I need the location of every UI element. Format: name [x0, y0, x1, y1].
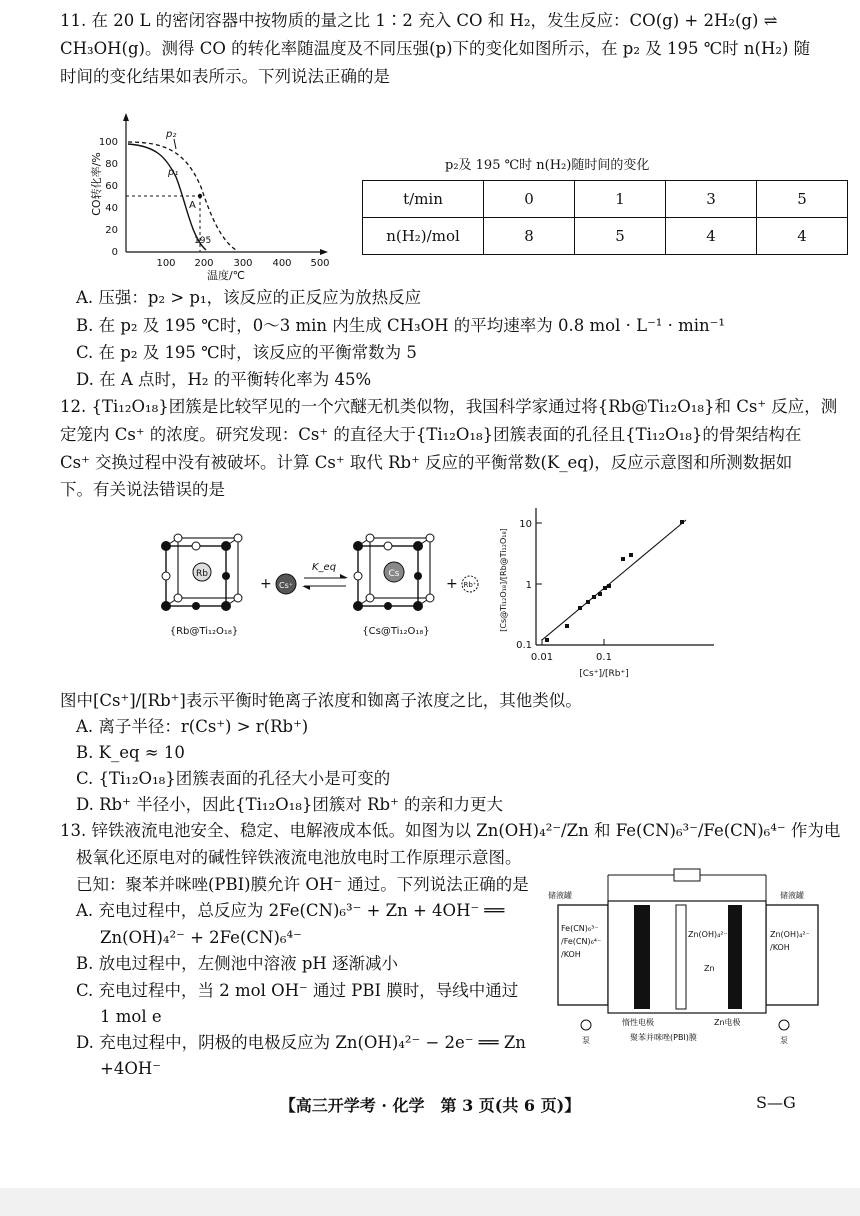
q11-point-a: [198, 194, 202, 198]
loglog-ytick: 0.1: [516, 640, 532, 651]
q11-x-ticks: [156, 258, 329, 269]
loglog-y-axis-label: [Cs@Ti₁₂O₁₈]/[Rb@Ti₁₂O₁₈]: [499, 528, 508, 632]
table-row-head: n(H₂)/mol: [363, 218, 484, 255]
q11-xtick: 500: [310, 258, 330, 269]
loglog-fit-line: [542, 520, 686, 640]
q12-option-c[interactable]: C. {Ti₁₂O₁₈}团簇表面的孔径大小是可变的: [76, 769, 391, 788]
data-point: [578, 606, 582, 610]
q13-option-d-cont: +4OH⁻: [100, 1059, 161, 1078]
q12-note: 图中[Cs⁺]/[Rb⁺]表示平衡时铯离子浓度和铷离子浓度之比，其他类似。: [60, 691, 582, 710]
table-cell: 5: [575, 218, 666, 255]
pump-left-label: 泵: [582, 1036, 590, 1045]
cs-core-label: Cs: [388, 569, 400, 579]
data-point: [598, 592, 602, 596]
q11-ytick: 80: [105, 159, 118, 170]
q12-exchange-diagram: [150, 530, 500, 650]
data-point: [621, 557, 625, 561]
pump-right-icon: [779, 1020, 789, 1030]
right-tank: [766, 905, 818, 1005]
loglog-points: [545, 520, 684, 642]
data-point: [680, 520, 684, 524]
cell-body: [608, 901, 766, 1013]
q12-stem-line2: 定笼内 Cs⁺ 的浓度。研究发现：Cs⁺ 的直径大于{Ti₁₂O₁₈}团簇表面的孔径且{Ti₁₂O₁₈}的骨架结构在: [60, 425, 802, 444]
q12-option-d[interactable]: D. Rb⁺ 半径小，因此{Ti₁₂O₁₈}团簇对 Rb⁺ 的亲和力更大: [76, 795, 504, 814]
loglog-xtick: 0.01: [530, 652, 554, 663]
rb-core-label: Rb: [196, 569, 208, 579]
q13-stem-line2: 极氧化还原电对的碱性锌铁液流电池放电时工作原理示意图。: [76, 848, 522, 867]
q12-stem-line4: 下。有关说法错误的是: [60, 480, 225, 499]
bottom-margin-bar: [0, 1188, 860, 1216]
q13-option-b[interactable]: B. 放电过程中，左侧池中溶液 pH 逐渐减小: [76, 954, 399, 973]
load-resistor-icon: [674, 869, 700, 881]
table-row-head: t/min: [363, 181, 484, 218]
data-point: [545, 638, 549, 642]
loglog-x-axis-label: [Cs⁺]/[Rb⁺]: [579, 669, 629, 679]
cs-cage-icon: [353, 534, 434, 611]
q11-label-195: 195: [194, 236, 212, 246]
loglog-ytick: 1: [525, 580, 532, 591]
q11-stem-line3: 时间的变化结果如表所示。下列说法正确的是: [60, 67, 390, 86]
inert-electrode-label: 惰性电极: [622, 1018, 654, 1027]
table-row: [363, 181, 848, 218]
table-cell: 8: [484, 218, 575, 255]
q13-option-a[interactable]: A. 充电过程中，总反应为 2Fe(CN)₆³⁻ + Zn + 4OH⁻ ══: [76, 901, 505, 920]
cs-ion-label: Cs⁺: [279, 581, 293, 590]
q11-xtick: 200: [194, 258, 214, 269]
q11-ytick: 60: [105, 181, 118, 192]
left-solution-line3: /KOH: [561, 950, 581, 959]
q12-stem-line3: Cs⁺ 交换过程中没有被破坏。计算 Cs⁺ 取代 Rb⁺ 反应的平衡常数(K_eq)，反应示意图和所测数据如: [60, 453, 793, 472]
cs-cage-label: {Cs@Ti₁₂O₁₈}: [362, 626, 430, 637]
q11-stem-line1: 11. 在 20 L 的密闭容器中按物质的量之比 1∶2 充入 CO 和 H₂，发生反应：CO(g) + 2H₂(g) ⇌: [60, 11, 778, 30]
pump-right-label: 泵: [780, 1036, 788, 1045]
pbi-membrane-label: 聚苯并咪唑(PBI)膜: [630, 1033, 697, 1042]
q12-option-b[interactable]: B. K_eq ≈ 10: [76, 743, 185, 762]
q13-option-c-cont: 1 mol e: [100, 1007, 162, 1026]
q11-option-c[interactable]: C. 在 p₂ 及 195 ℃时，该反应的平衡常数为 5: [76, 343, 417, 362]
keq-label: K_eq: [312, 562, 337, 573]
data-point: [586, 600, 590, 604]
plus-sign: +: [260, 576, 272, 592]
q11-ytick: 20: [105, 225, 118, 236]
table-cell: 4: [666, 218, 757, 255]
loglog-ytick: 10: [519, 519, 532, 530]
q11-x-axis-label: 温度/℃: [206, 269, 246, 282]
footer-title: 【高三开学考 · 化学 第 3 页(共 6 页)】: [279, 1096, 581, 1115]
table-cell: 4: [757, 218, 848, 255]
q11-curve-p1: [128, 144, 206, 250]
q11-option-a[interactable]: A. 压强：p₂ > p₁，该反应的正反应为放热反应: [76, 288, 422, 307]
right-solution-line1: Zn(OH)₄²⁻: [770, 930, 810, 939]
left-solution-line1: Fe(CN)₆³⁻: [561, 924, 599, 933]
q12-loglog-chart: [494, 500, 724, 685]
q11-conversion-chart: [86, 112, 346, 284]
q13-stem-line3: 已知：聚苯并咪唑(PBI)膜允许 OH⁻ 通过。下列说法正确的是: [76, 875, 529, 894]
right-solution-line2: /KOH: [770, 943, 790, 952]
data-point: [592, 595, 596, 599]
data-point: [607, 584, 611, 588]
q11-xtick: 400: [272, 258, 292, 269]
middle-solution-label: Zn(OH)₄²⁻: [688, 930, 728, 939]
table-cell: 3: [666, 181, 757, 218]
pbi-membrane: [676, 905, 686, 1009]
q13-option-d[interactable]: D. 充电过程中，阴极的电极反应为 Zn(OH)₄²⁻ − 2e⁻ ══ Zn: [76, 1033, 526, 1052]
rb-cage-icon: [161, 534, 242, 611]
table-cell: 5: [757, 181, 848, 218]
footer-code: S—G: [756, 1093, 796, 1112]
table-cell: 0: [484, 181, 575, 218]
q12-option-a[interactable]: A. 离子半径：r(Cs⁺) > r(Rb⁺): [76, 717, 309, 736]
rb-cage-label: {Rb@Ti₁₂O₁₈}: [169, 626, 239, 637]
q11-option-d[interactable]: D. 在 A 点时，H₂ 的平衡转化率为 45%: [76, 370, 372, 389]
rb-ion-label: Rb⁺: [463, 581, 477, 589]
zn-label: Zn: [704, 964, 715, 973]
table-cell: 1: [575, 181, 666, 218]
data-point: [603, 586, 607, 590]
q12-stem-line1: 12. {Ti₁₂O₁₈}团簇是比较罕见的一个穴醚无机类似物，我国科学家通过将{Rb@Ti₁₂O₁₈}和 Cs⁺ 反应，测: [60, 397, 838, 416]
q11-ytick: 100: [98, 137, 118, 148]
pump-left-icon: [581, 1020, 591, 1030]
plus-sign: +: [446, 576, 458, 592]
q13-option-a-cont: Zn(OH)₄²⁻ + 2Fe(CN)₆⁴⁻: [100, 928, 302, 947]
left-solution-line2: /Fe(CN)₆⁴⁻: [561, 937, 602, 946]
zn-electrode-label: Zn电极: [714, 1018, 741, 1027]
q11-y-axis-label: CO转化率/%: [90, 152, 103, 216]
tank-right-label: 储液罐: [780, 891, 804, 900]
data-point: [565, 624, 569, 628]
q11-xtick: 300: [233, 258, 253, 269]
inert-electrode: [634, 905, 650, 1009]
q11-h2-table: [362, 180, 848, 255]
q13-option-c[interactable]: C. 充电过程中，当 2 mol OH⁻ 通过 PBI 膜时，导线中通过: [76, 981, 519, 1000]
q11-ytick: 40: [105, 203, 118, 214]
q11-table-caption: p₂及 195 ℃时 n(H₂)随时间的变化: [445, 158, 650, 173]
q11-xtick: 100: [156, 258, 176, 269]
loglog-xtick: 0.1: [596, 652, 612, 663]
tank-left-label: 储液罐: [548, 891, 572, 900]
q11-label-a: A: [189, 200, 196, 211]
q11-option-b[interactable]: B. 在 p₂ 及 195 ℃时，0～3 min 内生成 CH₃OH 的平均速率为 0.8 mol · L⁻¹ · min⁻¹: [76, 316, 726, 335]
zn-electrode: [728, 905, 742, 1009]
q13-stem-line1: 13. 锌铁液流电池安全、稳定、电解液成本低。如图为以 Zn(OH)₄²⁻/Zn 和 Fe(CN)₆³⁻/Fe(CN)₆⁴⁻ 作为电: [60, 821, 841, 840]
q11-ytick: 0: [111, 247, 118, 258]
table-row: [363, 218, 848, 255]
q11-stem-line2: CH₃OH(g)。测得 CO 的转化率随温度及不同压强(p)下的变化如图所示，在 p₂ 及 195 ℃时 n(H₂) 随: [60, 39, 811, 58]
q13-flow-battery-diagram: [548, 865, 828, 1055]
data-point: [629, 553, 633, 557]
q11-label-p2: p₂: [166, 129, 177, 140]
q11-label-p1: p₁: [168, 167, 179, 178]
